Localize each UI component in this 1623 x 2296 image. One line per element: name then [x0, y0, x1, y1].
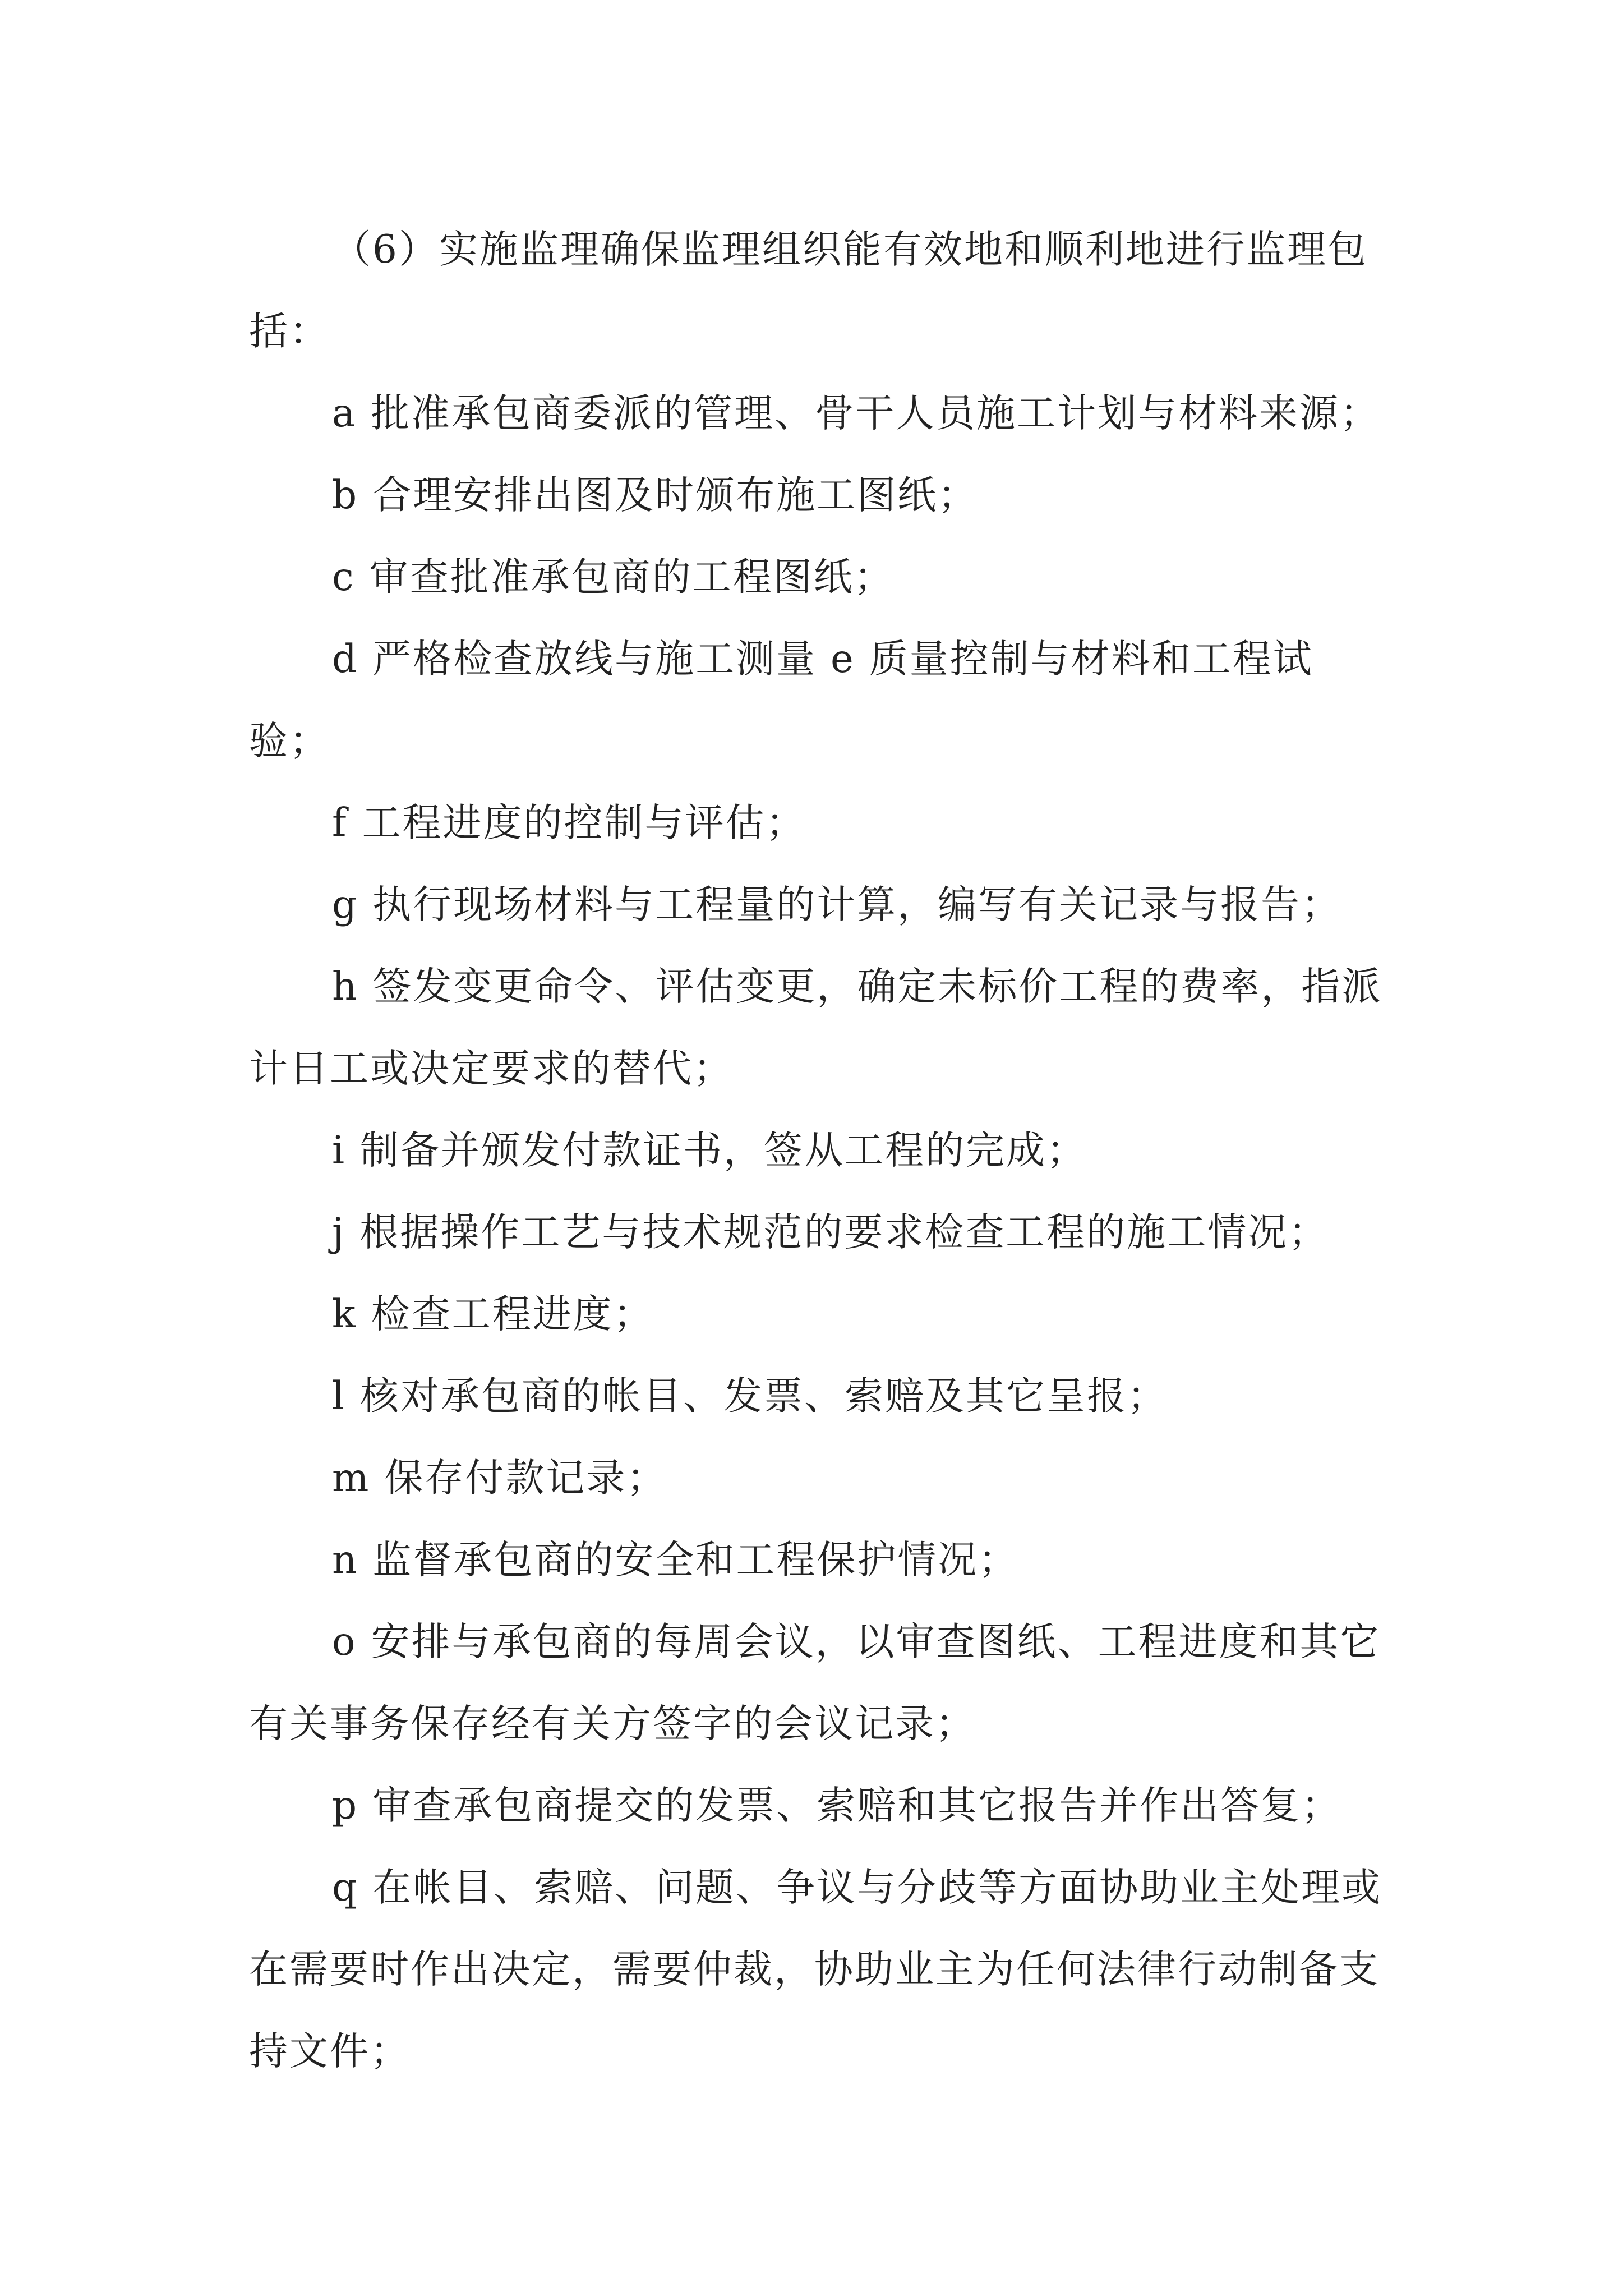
- paragraph-item-q: q 在帐目、索赔、问题、争议与分歧等方面协助业主处理或在需要时作出决定，需要仲裁，协助业主为任何法律行动制备支持文件；: [249, 1865, 1382, 2074]
- paragraph-item-n: n 监督承包商的安全和工程保护情况；: [332, 1538, 1019, 1582]
- paragraph-item-p: p 审查承包商提交的发票、索赔和其它报告并作出答复；: [332, 1783, 1342, 1828]
- paragraph-item-h: h 签发变更命令、评估变更，确定未标价工程的费率，指派计日工或决定要求的替代；: [249, 964, 1382, 1091]
- paragraph-6-intro: （6）实施监理确保监理组织能有效地和顺利地进行监理包括：: [249, 227, 1368, 354]
- paragraph-item-a: a 批准承包商委派的管理、骨干人员施工计划与材料来源；: [332, 391, 1381, 436]
- paragraph-item-k: k 检查工程进度；: [332, 1292, 654, 1337]
- document-body: [249, 209, 1393, 2092]
- paragraph-item-o: o 安排与承包商的每周会议，以审查图纸、工程进度和其它有关事务保存经有关方签字的会议记录；: [249, 1619, 1381, 1746]
- paragraph-item-l: l 核对承包商的帐目、发票、索赔及其它呈报；: [332, 1374, 1168, 1419]
- paragraph-item-c: c 审查批准承包商的工程图纸；: [332, 555, 895, 600]
- paragraph-item-b: b 合理安排出图及时颁布施工图纸；: [332, 473, 979, 518]
- paragraph-item-m: m 保存付款记录；: [332, 1456, 667, 1501]
- paragraph-item-i: i 制备并颁发付款证书，签从工程的完成；: [332, 1128, 1087, 1173]
- paragraph-item-f: f 工程进度的控制与评估；: [332, 800, 806, 845]
- paragraph-item-g: g 执行现场材料与工程量的计算，编写有关记录与报告；: [332, 882, 1342, 927]
- paragraph-item-j: j 根据操作工艺与技术规范的要求检查工程的施工情况；: [332, 1210, 1329, 1255]
- paragraph-item-d-e: d 严格检查放线与施工测量 e 质量控制与材料和工程试验；: [249, 637, 1313, 763]
